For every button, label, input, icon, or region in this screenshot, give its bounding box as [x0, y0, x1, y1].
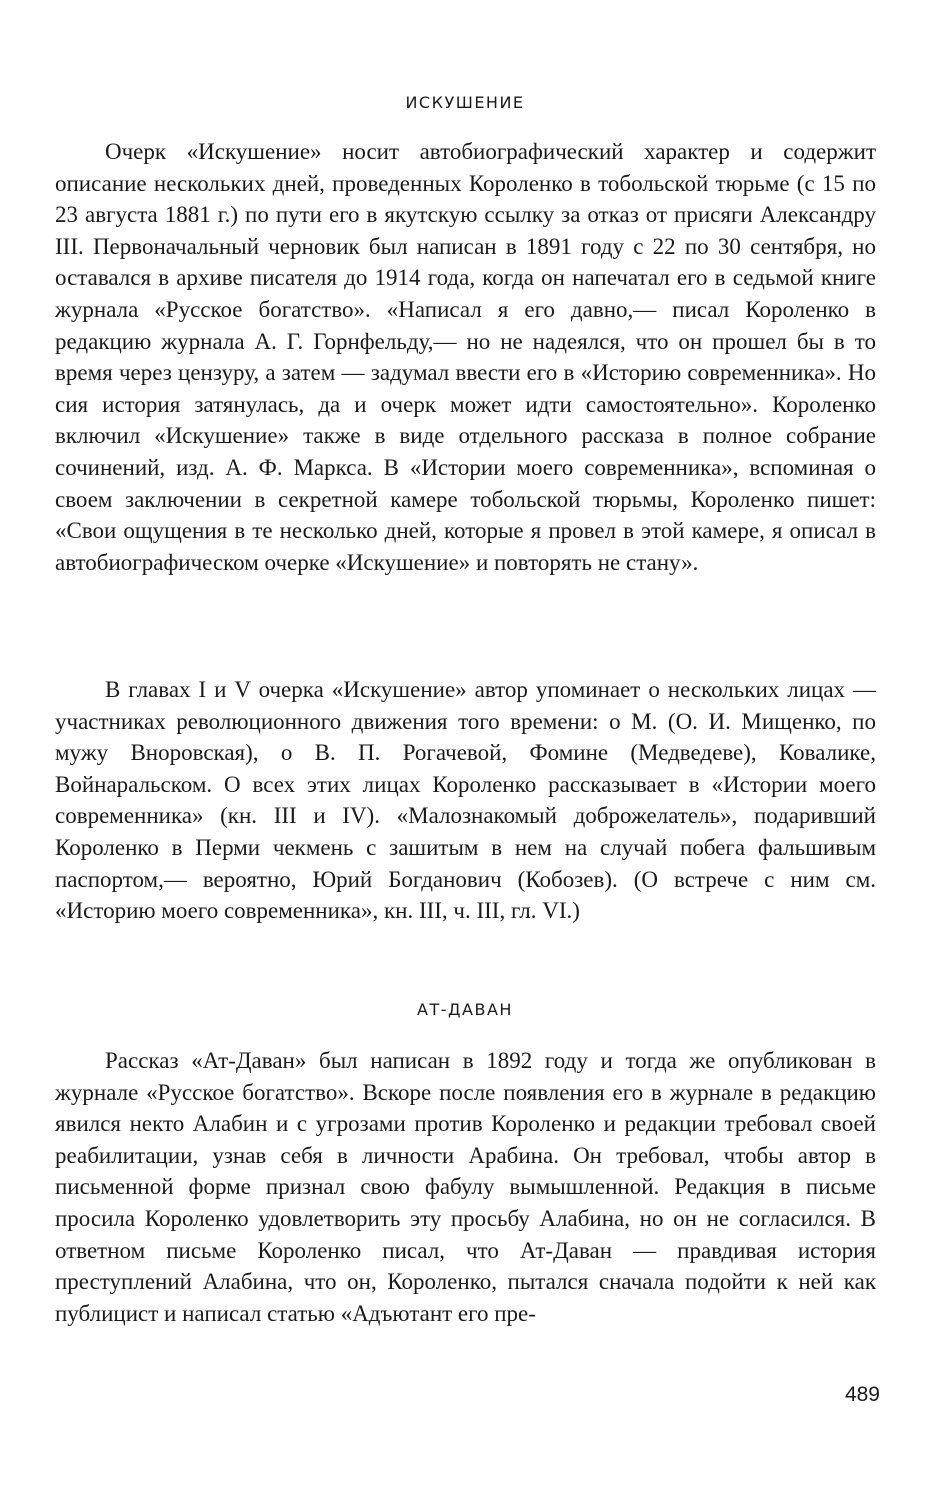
paragraph-at-davan-1: Рассказ «Ат-Даван» был написан в 1892 году и тогда же опубликован в журнале «Русское богатство». Вскоре после появления его в журнале в редакцию явился некто Алабин и с угрозами против Короленко и редакции требовал своей реабилитации, узнав себя в личности Арабина. Он требовал, чтобы автор в письменной форме признал свою фабулу вымышленной. Редакция в письме просила Короленко удовлетворить эту просьбу Алабина, но он не согласился. В ответном письме Короленко писал, что Ат-Даван — правдивая история преступлений Алабина, что он, Короленко, пытался сначала подойти к ней как публицист и написал статью «Адъютант его пре-: [55, 1048, 876, 1326]
paragraph-iskushenie-1: Очерк «Искушение» носит автобиографический характер и содержит описание нескольких дней, проведенных Короленко в тобольской тюрьме (с 15 по 23 августа 1881 г.) по пути его в якутскую ссылку за отказ от присяги Александру III. Первоначальный черновик был написан в 1891 году с 22 по 30 сентября, но оставался в архиве писателя до 1914 года, когда он напечатал его в седьмой книге журнала «Русское богатство». «Написал я его давно,— писал Короленко в редакцию журнала А. Г. Горнфельду,— но не надеялся, что он прошел бы в то время через цензуру, а затем — задумал ввести его в «Историю современника». Но сия история затянулась, да и очерк может идти самостоятельно». Короленко включил «Искушение» также в виде отдельного рассказа в полное собрание сочинений, изд. А. Ф. Маркса. В «Истории моего современника», вспоминая о своем заключении в секретной камере тобольской тюрьмы, Короленко пишет: «Свои ощущения в те несколько дней, которые я провел в этой камере, я описал в автобиографическом очерке «Искушение» и повторять не стану».: [55, 139, 876, 575]
paragraph-iskushenie-2: В главах I и V очерка «Искушение» автор упоминает о нескольких лицах — участниках революционного движения того времени: о М. (О. И. Мищенко, по мужу Вноровская), о В. П. Рогачевой, Фомине (Медведеве), Ковалике, Войнаральском. О всех этих лицах Короленко рассказывает в «Истории моего современника» (кн. III и IV). «Малознакомый доброжелатель», подаривший Короленко в Перми чекмень с зашитым в нем на случай побега фальшивым паспортом,— вероятно, Юрий Богданович (Кобозев). (О встрече с ним см. «Историю моего современника», кн. III, ч. III, гл. VI.): [55, 677, 876, 924]
section-title-iskushenie: ИСКУШЕНИЕ: [405, 93, 525, 112]
page-number: 489: [844, 1383, 880, 1406]
section-title-at-davan: АТ-ДАВАН: [417, 1000, 513, 1019]
